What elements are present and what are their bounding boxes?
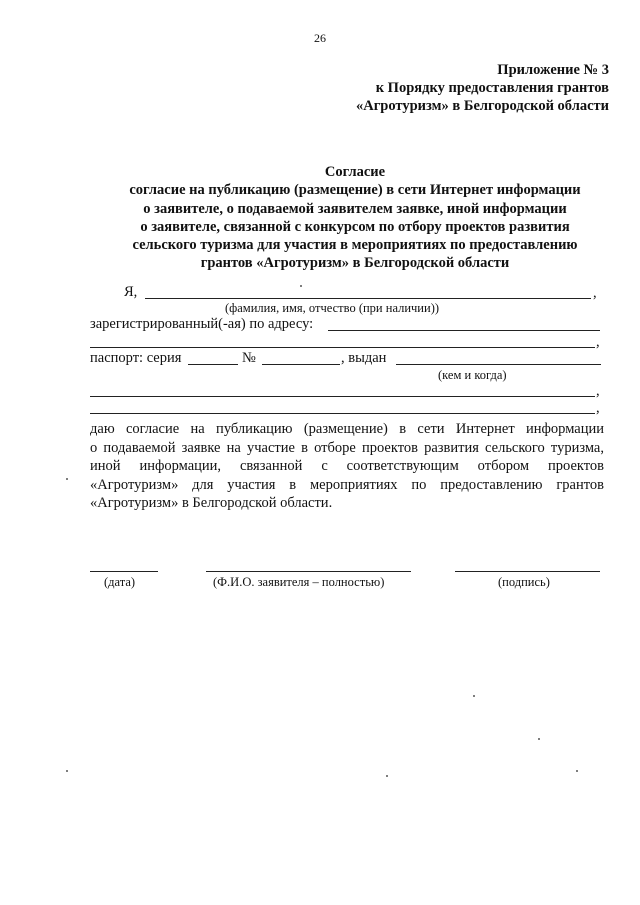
scan-speck [300,285,302,287]
fio-hint: (фамилия, имя, отчество (при наличии)) [225,301,440,315]
issued-label: , выдан [341,350,387,366]
scan-speck [66,478,68,480]
title-line: согласие на публикацию (размещение) в сети Интернет информации [129,182,581,199]
address-field-line-2[interactable] [90,347,595,348]
issued-field-line-2[interactable] [90,396,595,397]
appendix-line-2: к Порядку предоставления грантов [375,80,609,96]
signature-field-line[interactable] [455,571,600,572]
fio-field-line[interactable] [145,298,591,299]
consent-line: даю согласие на публикацию (размещение) в сети Интернет информации [90,421,604,437]
consent-line: иной информации, связанной с соответствующим отбором проектов [90,458,604,475]
address-label: зарегистрированный(-ая) по адресу: [90,316,314,332]
consent-line: о подаваемой заявке на участие в отборе проектов развития сельского туризма, [90,439,604,456]
passport-series-label: паспорт: серия [90,350,182,366]
issued-field-line[interactable] [396,364,601,365]
passport-series-field[interactable] [188,364,238,365]
consent-line: «Агротуризм» для участия в мероприятиях по предоставлению грантов [90,476,604,493]
appendix-header [356,61,609,115]
consent-paragraph [90,420,604,513]
issued-hint: (кем и когда) [438,368,507,382]
issued-field-line-3[interactable] [90,413,595,414]
applicant-fio-field-line[interactable] [206,571,411,572]
consent-line: «Агротуризм» в Белгородской области. [90,495,333,512]
title-line: сельского туризма для участия в мероприятиях по предоставлению [132,237,578,254]
comma: , [593,285,597,301]
passport-number-label: № [242,350,256,366]
address-field-line[interactable] [328,330,600,331]
applicant-fio-label: (Ф.И.О. заявителя – полностью) [213,575,385,589]
i-label: Я, [124,284,138,300]
date-field-line[interactable] [90,571,158,572]
title-line: грантов «Агротуризм» в Белгородской области [200,255,510,272]
scan-speck [538,738,540,740]
scan-speck [386,775,388,777]
comma: , [596,383,600,399]
appendix-line-1: Приложение № 3 [497,62,609,78]
title-heading: Согласие [324,164,386,180]
page-number: 26 [314,31,326,45]
scan-speck [473,695,475,697]
scan-speck [576,770,578,772]
scan-speck [66,770,68,772]
title-line: о заявителе, связанной с конкурсом по отбору проектов развития [140,218,570,235]
signature-label: (подпись) [498,575,550,589]
comma: , [596,400,600,416]
title-line: о заявителе, о подаваемой заявителем заявке, иной информации [143,200,567,217]
date-label: (дата) [104,575,136,589]
document-title [60,163,640,273]
passport-number-field[interactable] [262,364,340,365]
appendix-line-3: «Агротуризм» в Белгородской области [356,98,609,114]
comma: , [596,334,600,350]
